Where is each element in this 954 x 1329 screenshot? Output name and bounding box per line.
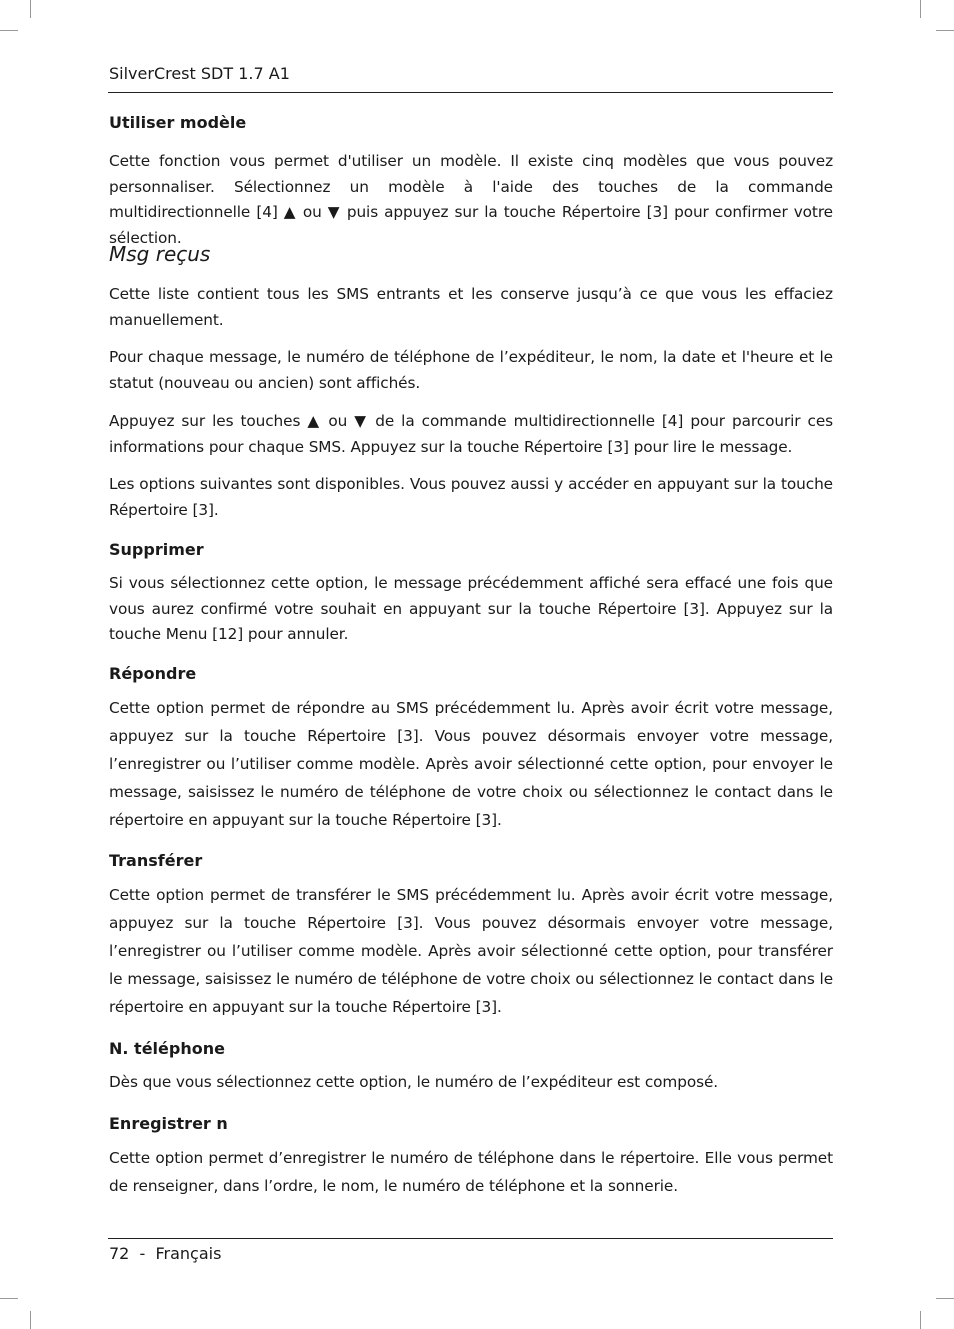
crop-mark — [936, 1298, 954, 1299]
paragraph: Dès que vous sélectionnez cette option, le numéro de l’expéditeur est composé. — [109, 1073, 719, 1091]
paragraph: Les options suivantes sont disponibles. Vous pouvez aussi y accéder en appuyant sur la touche Répertoire [3]. — [109, 475, 833, 519]
header-rule — [108, 92, 833, 93]
heading-enregistrer-n: Enregistrer n — [109, 1114, 228, 1133]
paragraph: Cette fonction vous permet d'utiliser un modèle. Il existe cinq modèles que vous pouvez personnaliser. Sélectionnez un modèle à l'aide des touches de la commande multidirectionnelle [4] ▲ ou ▼ puis appuyez sur la touche Répertoire [3] pour confirmer votre sélection. — [109, 152, 833, 247]
paragraph: Appuyez sur les touches ▲ ou ▼ de la commande multidirectionnelle [4] pour parcourir ces informations pour chaque SMS. Appuyez sur la touche Répertoire [3] pour lire le message. — [109, 412, 833, 456]
footer-rule — [108, 1238, 833, 1239]
crop-mark — [30, 1311, 31, 1329]
crop-mark — [936, 30, 954, 31]
paragraph: Si vous sélectionnez cette option, le message précédemment affiché sera effacé une fois que vous aurez confirmé votre souhait en appuyant sur la touche Répertoire [3]. Appuyez sur la touche Menu [12] pour annuler. — [109, 574, 833, 643]
heading-utiliser-modele: Utiliser modèle — [109, 113, 247, 132]
crop-mark — [920, 0, 921, 18]
paragraph: Cette option permet de répondre au SMS précédemment lu. Après avoir écrit votre message, appuyez sur la touche Répertoire [3]. Vous pouvez désormais envoyer votre message, l’enregistrer ou l’utiliser comme modèle. Après avoir sélectionné cette option, pour envoyer le message, saisissez le numéro de téléphone de votre choix ou sélectionnez le contact dans le répertoire en appuyant sur la touche Répertoire [3]. — [109, 699, 833, 829]
paragraph: Cette liste contient tous les SMS entrants et les conserve jusqu’à ce que vous les effaciez manuellement. — [109, 285, 833, 329]
heading-n-telephone: N. téléphone — [109, 1039, 225, 1058]
crop-mark — [920, 1311, 921, 1329]
heading-repondre: Répondre — [109, 664, 197, 683]
paragraph: Cette option permet d’enregistrer le numéro de téléphone dans le répertoire. Elle vous permet de renseigner, dans l’ordre, le nom, le numéro de téléphone et la sonnerie. — [109, 1149, 833, 1195]
page-header-title: SilverCrest SDT 1.7 A1 — [109, 64, 290, 83]
paragraph: Cette option permet de transférer le SMS précédemment lu. Après avoir écrit votre message, appuyez sur la touche Répertoire [3]. Vous pouvez désormais envoyer votre message, l’enregistrer ou l’utiliser comme modèle. Après avoir sélectionné cette option, pour transférer le message, saisissez le numéro de téléphone de votre choix ou sélectionnez le contact dans le répertoire en appuyant sur la touche Répertoire [3]. — [109, 886, 833, 1016]
paragraph: Pour chaque message, le numéro de téléphone de l’expéditeur, le nom, la date et l'heure et le statut (nouveau ou ancien) sont affichés. — [109, 348, 833, 392]
subheading-msg-recus: Msg reçus — [109, 242, 211, 266]
heading-supprimer: Supprimer — [109, 540, 204, 559]
crop-mark — [30, 0, 31, 18]
crop-mark — [0, 30, 18, 31]
page-footer-label: 72 - Français — [109, 1244, 222, 1263]
crop-mark — [0, 1298, 18, 1299]
heading-transferer: Transférer — [109, 851, 203, 870]
